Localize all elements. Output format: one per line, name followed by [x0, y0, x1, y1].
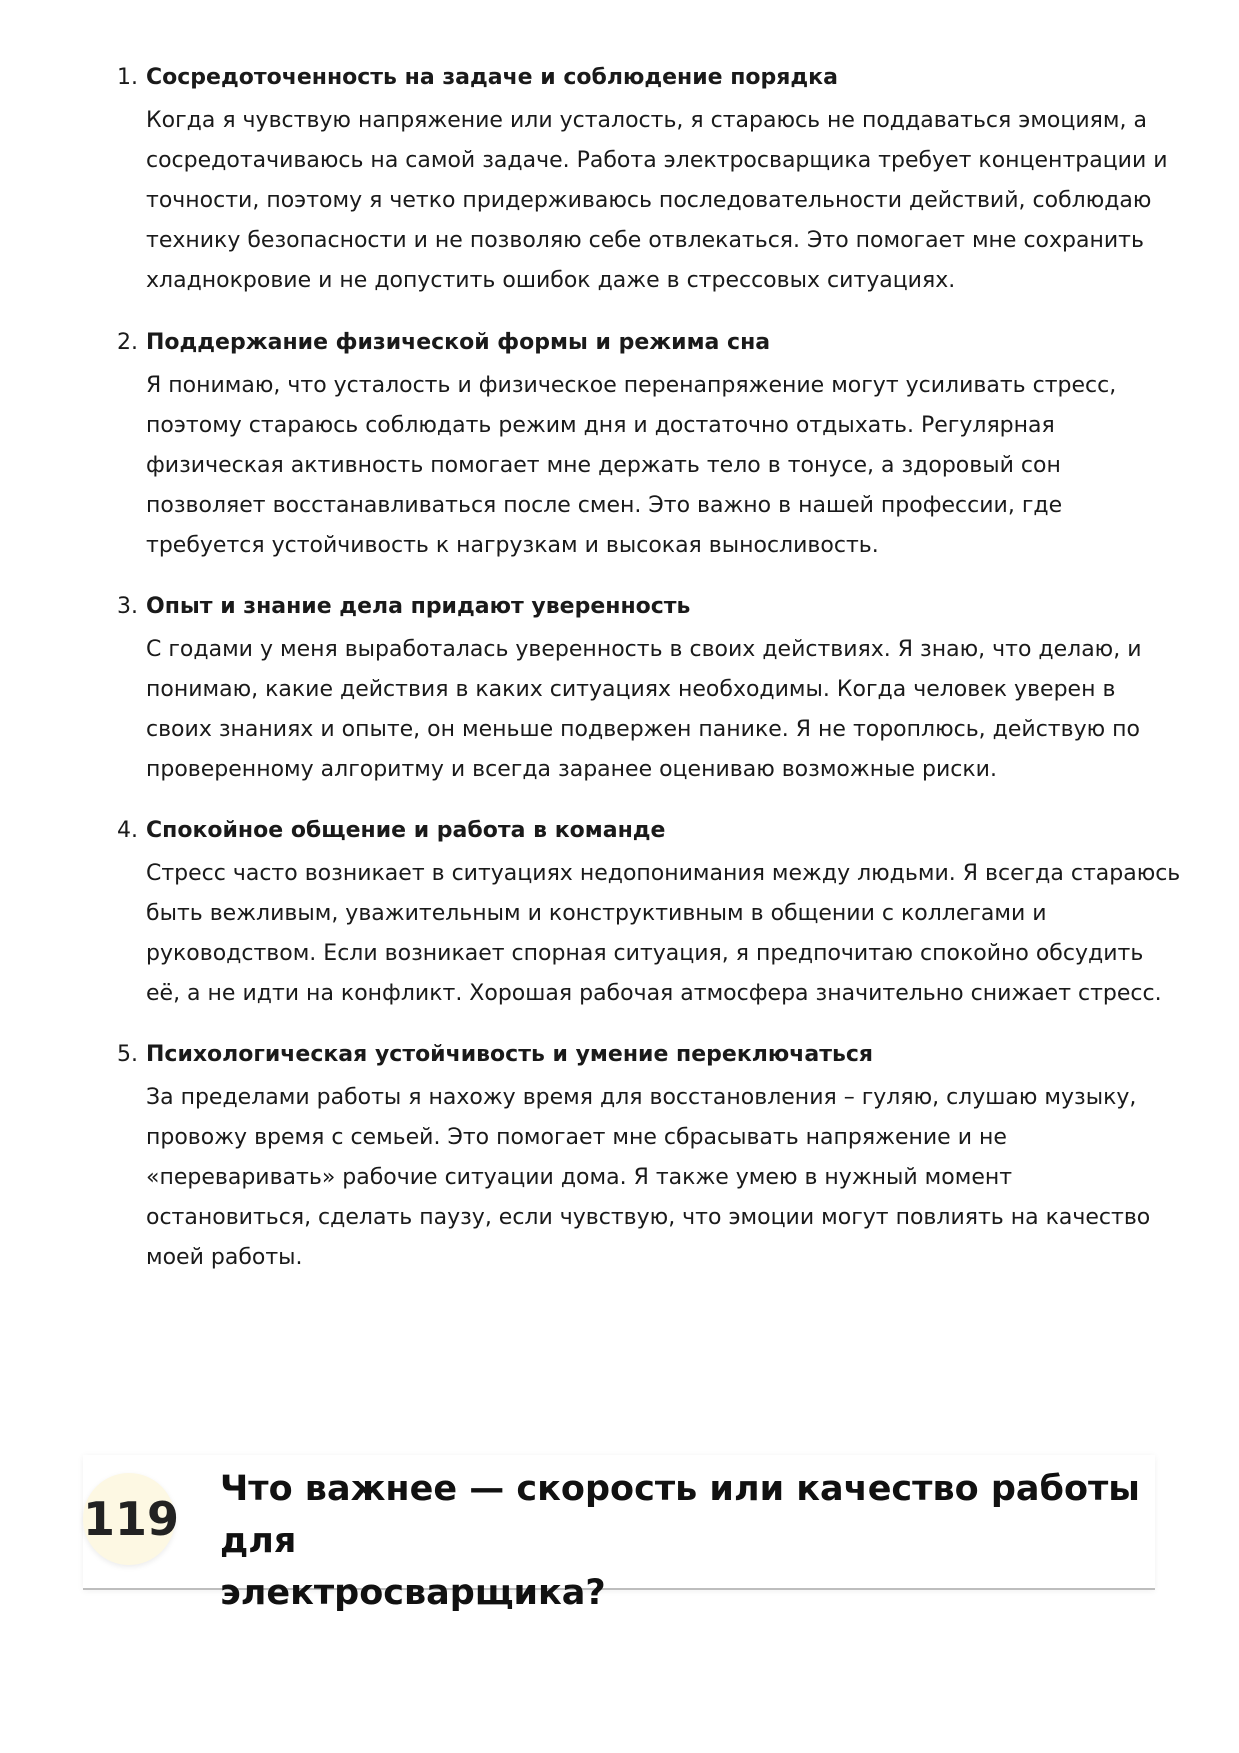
item-title: Сосредоточенность на задаче и соблюдение порядка: [146, 65, 838, 90]
item-number: 1.: [117, 65, 138, 90]
item-title: Спокойное общение и работа в команде: [146, 818, 666, 843]
body-line: руководством. Если возникает спорная ситуация, я предпочитаю спокойно обсудить: [146, 941, 1144, 966]
body-line: хладнокровие и не допустить ошибок даже в стрессовых ситуациях.: [146, 268, 956, 293]
body-line: точности, поэтому я четко придерживаюсь последовательности действий, соблюдаю: [146, 188, 1152, 213]
body-line: понимаю, какие действия в каких ситуациях необходимы. Когда человек уверен в: [146, 677, 1116, 702]
body-line: позволяет восстанавливаться после смен. Это важно в нашей профессии, где: [146, 493, 1063, 518]
item-body: [146, 101, 1168, 301]
question-title: [220, 1463, 1150, 1619]
body-line: физическая активность помогает мне держать тело в тонусе, а здоровый сон: [146, 453, 1061, 478]
item-number: 4.: [117, 818, 138, 843]
item-number: 2.: [117, 330, 138, 355]
body-line: остановиться, сделать паузу, если чувствую, что эмоции могут повлиять на качество: [146, 1205, 1151, 1230]
body-line: быть вежливым, уважительным и конструктивным в общении с коллегами и: [146, 901, 1047, 926]
body-line: поэтому стараюсь соблюдать режим дня и достаточно отдыхать. Регулярная: [146, 413, 1055, 438]
body-line: Когда я чувствую напряжение или усталость, я стараюсь не поддаваться эмоциям, а: [146, 108, 1147, 133]
body-line: За пределами работы я нахожу время для восстановления – гуляю, слушаю музыку,: [146, 1085, 1137, 1110]
item-body: [146, 366, 1156, 566]
body-line: провожу время с семьей. Это помогает мне сбрасывать напряжение и не: [146, 1125, 1007, 1150]
body-line: сосредотачиваюсь на самой задаче. Работа электросварщика требует концентрации и: [146, 148, 1168, 173]
body-line: требуется устойчивость к нагрузкам и высокая выносливость.: [146, 533, 879, 558]
question-number-badge: 119: [83, 1473, 175, 1565]
question-title-line: Что важнее — скорость или качество работы для: [220, 1469, 1140, 1561]
question-header: [83, 1455, 1155, 1613]
body-line: своих знаниях и опыте, он меньше подвержен панике. Я не тороплюсь, действую по: [146, 717, 1140, 742]
body-line: Стресс часто возникает в ситуациях недопонимания между людьми. Я всегда стараюсь: [146, 861, 1181, 886]
body-line: моей работы.: [146, 1245, 303, 1270]
item-title: Опыт и знание дела придают уверенность: [146, 594, 691, 619]
question-title-line: электросварщика?: [220, 1573, 606, 1613]
body-line: проверенному алгоритму и всегда заранее оцениваю возможные риски.: [146, 757, 997, 782]
item-title: Психологическая устойчивость и умение переключаться: [146, 1042, 874, 1067]
item-body: [146, 630, 1156, 790]
item-number: 5.: [117, 1042, 138, 1067]
body-line: её, а не идти на конфликт. Хорошая рабочая атмосфера значительно снижает стресс.: [146, 981, 1162, 1006]
body-line: Я понимаю, что усталость и физическое перенапряжение могут усиливать стресс,: [146, 373, 1117, 398]
item-body: [146, 854, 1181, 1014]
body-line: технику безопасности и не позволяю себе отвлекаться. Это помогает мне сохранить: [146, 228, 1144, 253]
item-body: [146, 1078, 1156, 1278]
item-number: 3.: [117, 594, 138, 619]
item-title: Поддержание физической формы и режима сна: [146, 330, 771, 355]
body-line: С годами у меня выработалась уверенность в своих действиях. Я знаю, что делаю, и: [146, 637, 1142, 662]
body-line: «переваривать» рабочие ситуации дома. Я также умею в нужный момент: [146, 1165, 1013, 1190]
